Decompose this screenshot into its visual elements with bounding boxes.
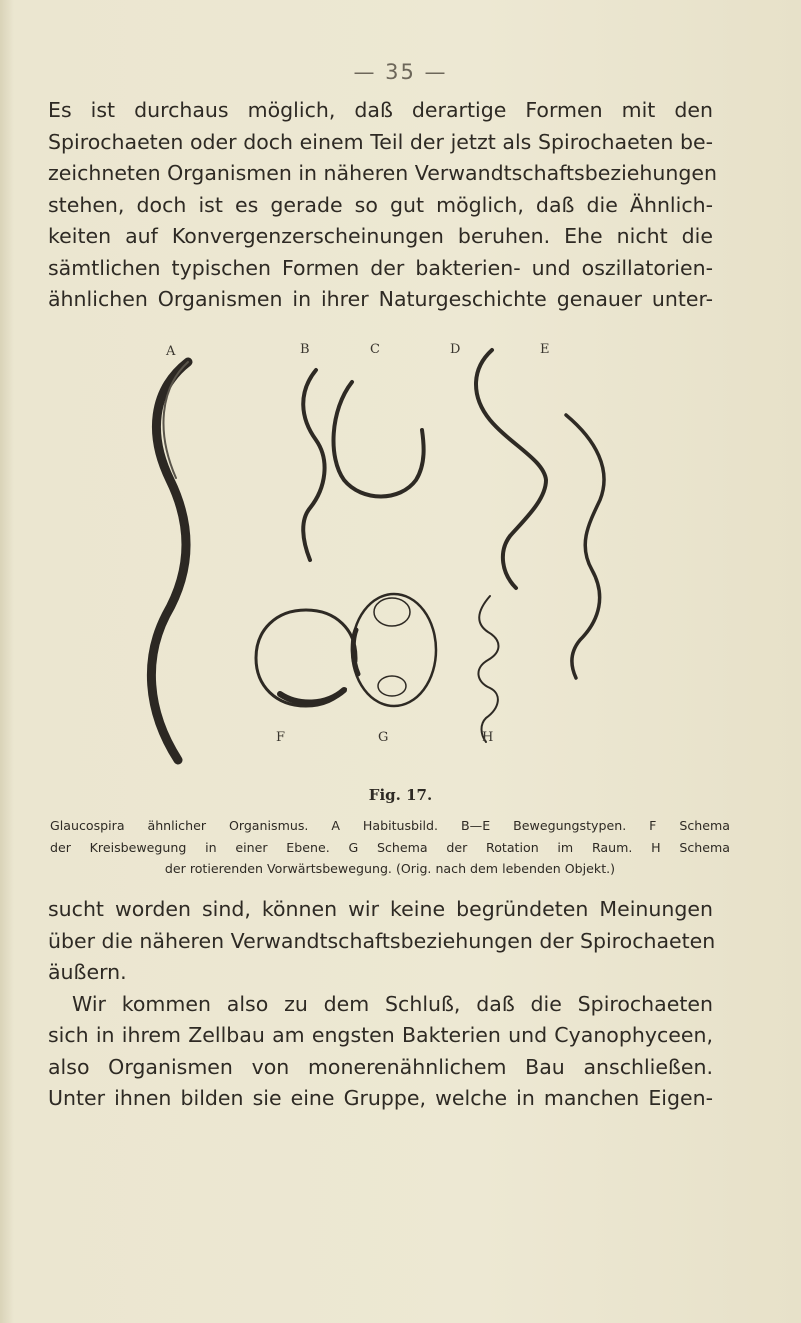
figure-letter-a: A	[166, 344, 176, 359]
text-line: ähnlichen Organismen in ihrer Naturgeschichte genauer unter-	[48, 287, 713, 311]
figure-17	[130, 340, 650, 790]
drawing-h	[478, 596, 498, 742]
caption-line: der Kreisbewegung in einer Ebene. G Schema der Rotation im Raum. H Schema	[50, 839, 730, 855]
figure-letter-c: C	[370, 342, 380, 357]
figure-letter-f: F	[276, 730, 286, 745]
text-line: sucht worden sind, können wir keine begründeten Meinungen	[48, 897, 713, 921]
text-line: stehen, doch ist es gerade so gut möglich, daß die Ähnlich-	[48, 192, 713, 217]
text-line: über die näheren Verwandtschaftsbeziehungen der Spirochaeten	[48, 928, 716, 953]
drawing-a-habitus	[151, 362, 188, 760]
paragraph-bottom	[48, 894, 716, 1115]
caption-line: Glaucospira ähnlicher Organismus. A Habitusbild. B—E Bewegungstypen. F Schema	[50, 818, 730, 833]
figure-caption	[50, 815, 730, 880]
text-line: Unter ihnen bilden sie eine Gruppe, welche in manchen Eigen-	[48, 1086, 713, 1110]
text-line: keiten auf Konvergenzerscheinungen beruhen. Ehe nicht die	[48, 224, 713, 248]
caption-line: der rotierenden Vorwärtsbewegung. (Orig. nach dem lebenden Objekt.)	[164, 861, 616, 876]
figure-letter-h: H	[482, 730, 494, 745]
figure-letter-d: D	[450, 342, 461, 357]
drawing-d	[476, 350, 546, 588]
figure-drawing	[130, 340, 650, 790]
text-line: Es ist durchaus möglich, daß derartige Formen mit den	[48, 98, 713, 122]
text-line: sich in ihrem Zellbau am engsten Bakterien und Cyanophyceen,	[48, 1023, 713, 1047]
drawing-g	[352, 594, 436, 706]
text-line: sämtlichen typischen Formen der bakterien- und oszillatorien-	[48, 255, 713, 280]
text-line: Wir kommen also zu dem Schluß, daß die Spirochaeten	[72, 991, 713, 1016]
text-line: Spirochaeten oder doch einem Teil der jetzt als Spirochaeten be-	[48, 129, 713, 154]
figure-letter-e: E	[540, 342, 550, 357]
drawing-b	[303, 370, 324, 560]
paragraph-top	[48, 95, 718, 316]
drawing-e	[566, 415, 604, 678]
text-line: also Organismen von monerenähnlichem Bau anschließen.	[48, 1054, 713, 1079]
figure-letter-b: B	[300, 342, 310, 357]
drawing-c	[334, 382, 424, 497]
figure-label: Fig. 17.	[368, 786, 433, 804]
page-number: — 35 —	[353, 60, 448, 84]
text-line: äußern.	[48, 960, 127, 984]
text-line: zeichneten Organismen in näheren Verwandtschaftsbeziehungen	[48, 161, 718, 185]
figure-letter-g: G	[378, 730, 389, 745]
